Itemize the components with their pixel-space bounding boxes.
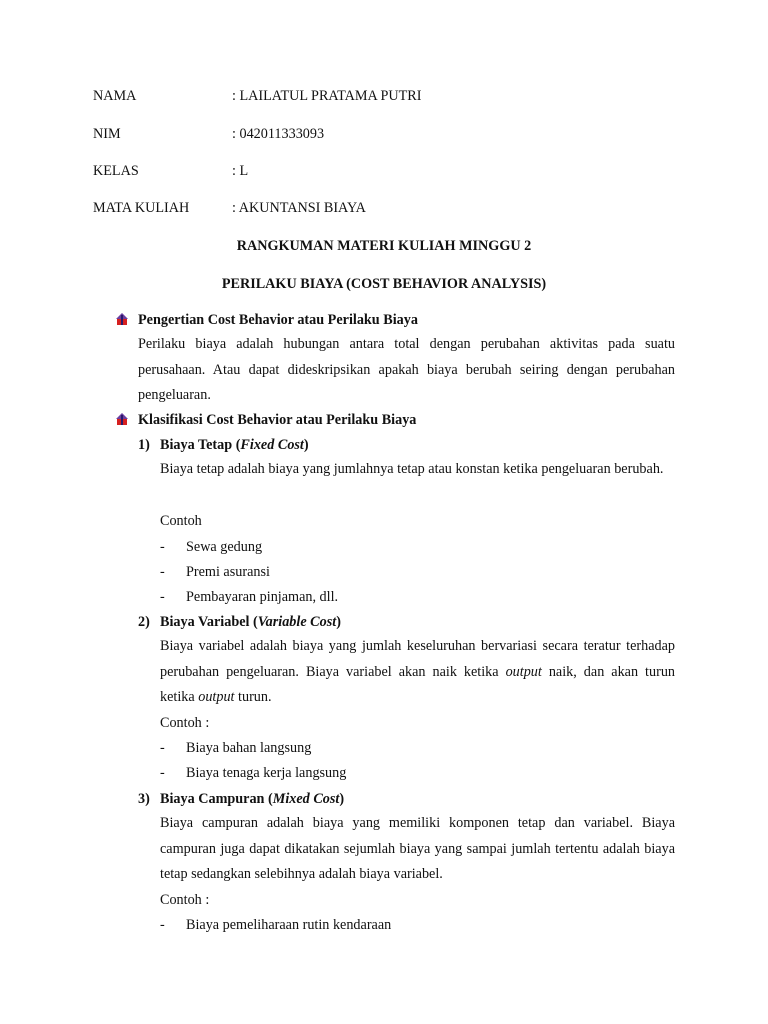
header-value-nama: : LAILATUL PRATAMA PUTRI — [232, 88, 422, 104]
header-label-nama: NAMA — [93, 88, 137, 104]
header-value-mata-kuliah: : AKUNTANSI BIAYA — [232, 200, 366, 216]
example-item: Biaya bahan langsung — [186, 740, 312, 756]
item-paragraph-fixed-cost: Biaya tetap adalah biaya yang jumlahnya tetap atau konstan ketika pengeluaran berubah. — [160, 461, 664, 477]
section-heading-pengertian: Pengertian Cost Behavior atau Perilaku Biaya — [138, 312, 418, 328]
example-item: Premi asuransi — [186, 564, 270, 580]
header-value-nim: : 042011333093 — [232, 126, 325, 142]
contoh-label: Contoh : — [160, 715, 210, 731]
item-paragraph-mixed-cost: Biaya campuran adalah biaya yang memiliki komponen tetap dan variabel. Biaya campuran juga dapat dikatakan sejumlah biaya yang sampai jumlah tertentu adalah biaya tetap sedangkan selebihnya adalah biaya variabel. — [160, 815, 675, 882]
item-title-variable-cost: Biaya Variabel (Variable Cost) — [160, 614, 341, 630]
contoh-label: Contoh — [160, 513, 202, 529]
contoh-label: Contoh : — [160, 892, 210, 908]
dash-marker: - — [160, 564, 165, 580]
arrow-bullet-icon — [115, 413, 129, 427]
item-title-mixed-cost: Biaya Campuran (Mixed Cost) — [160, 791, 345, 807]
example-item: Biaya pemeliharaan rutin kendaraan — [186, 917, 392, 933]
arrow-bullet-icon — [115, 313, 129, 327]
item-number: 1) — [138, 437, 150, 453]
dash-marker: - — [160, 917, 165, 933]
dash-marker: - — [160, 765, 165, 781]
section-heading-klasifikasi: Klasifikasi Cost Behavior atau Perilaku Biaya — [138, 412, 417, 428]
example-item: Biaya tenaga kerja langsung — [186, 765, 347, 781]
example-item: Pembayaran pinjaman, dll. — [186, 589, 339, 605]
header-value-kelas: : L — [232, 163, 249, 179]
document-subtitle: PERILAKU BIAYA (COST BEHAVIOR ANALYSIS) — [221, 276, 547, 292]
example-item: Sewa gedung — [186, 539, 263, 555]
dash-marker: - — [160, 589, 165, 605]
item-number: 3) — [138, 791, 150, 807]
document-title: RANGKUMAN MATERI KULIAH MINGGU 2 — [236, 238, 532, 254]
item-number: 2) — [138, 614, 150, 630]
header-label-kelas: KELAS — [93, 163, 139, 179]
section-paragraph-pengertian: Perilaku biaya adalah hubungan antara total dengan perubahan aktivitas pada suatu perusahaan. Atau dapat dideskripsikan apakah biaya berubah seiring dengan perubahan pengeluaran. — [138, 336, 675, 403]
header-label-mata-kuliah: MATA KULIAH — [93, 200, 190, 216]
item-paragraph-variable-cost: Biaya variabel adalah biaya yang jumlah keseluruhan bervariasi secara teratur terhadap perubahan pengeluaran. Biaya variabel akan naik ketika output naik, dan akan turun ketika output turun. — [160, 638, 676, 705]
dash-marker: - — [160, 740, 165, 756]
header-label-nim: NIM — [93, 126, 121, 142]
dash-marker: - — [160, 539, 165, 555]
item-title-fixed-cost: Biaya Tetap (Fixed Cost) — [160, 437, 309, 453]
